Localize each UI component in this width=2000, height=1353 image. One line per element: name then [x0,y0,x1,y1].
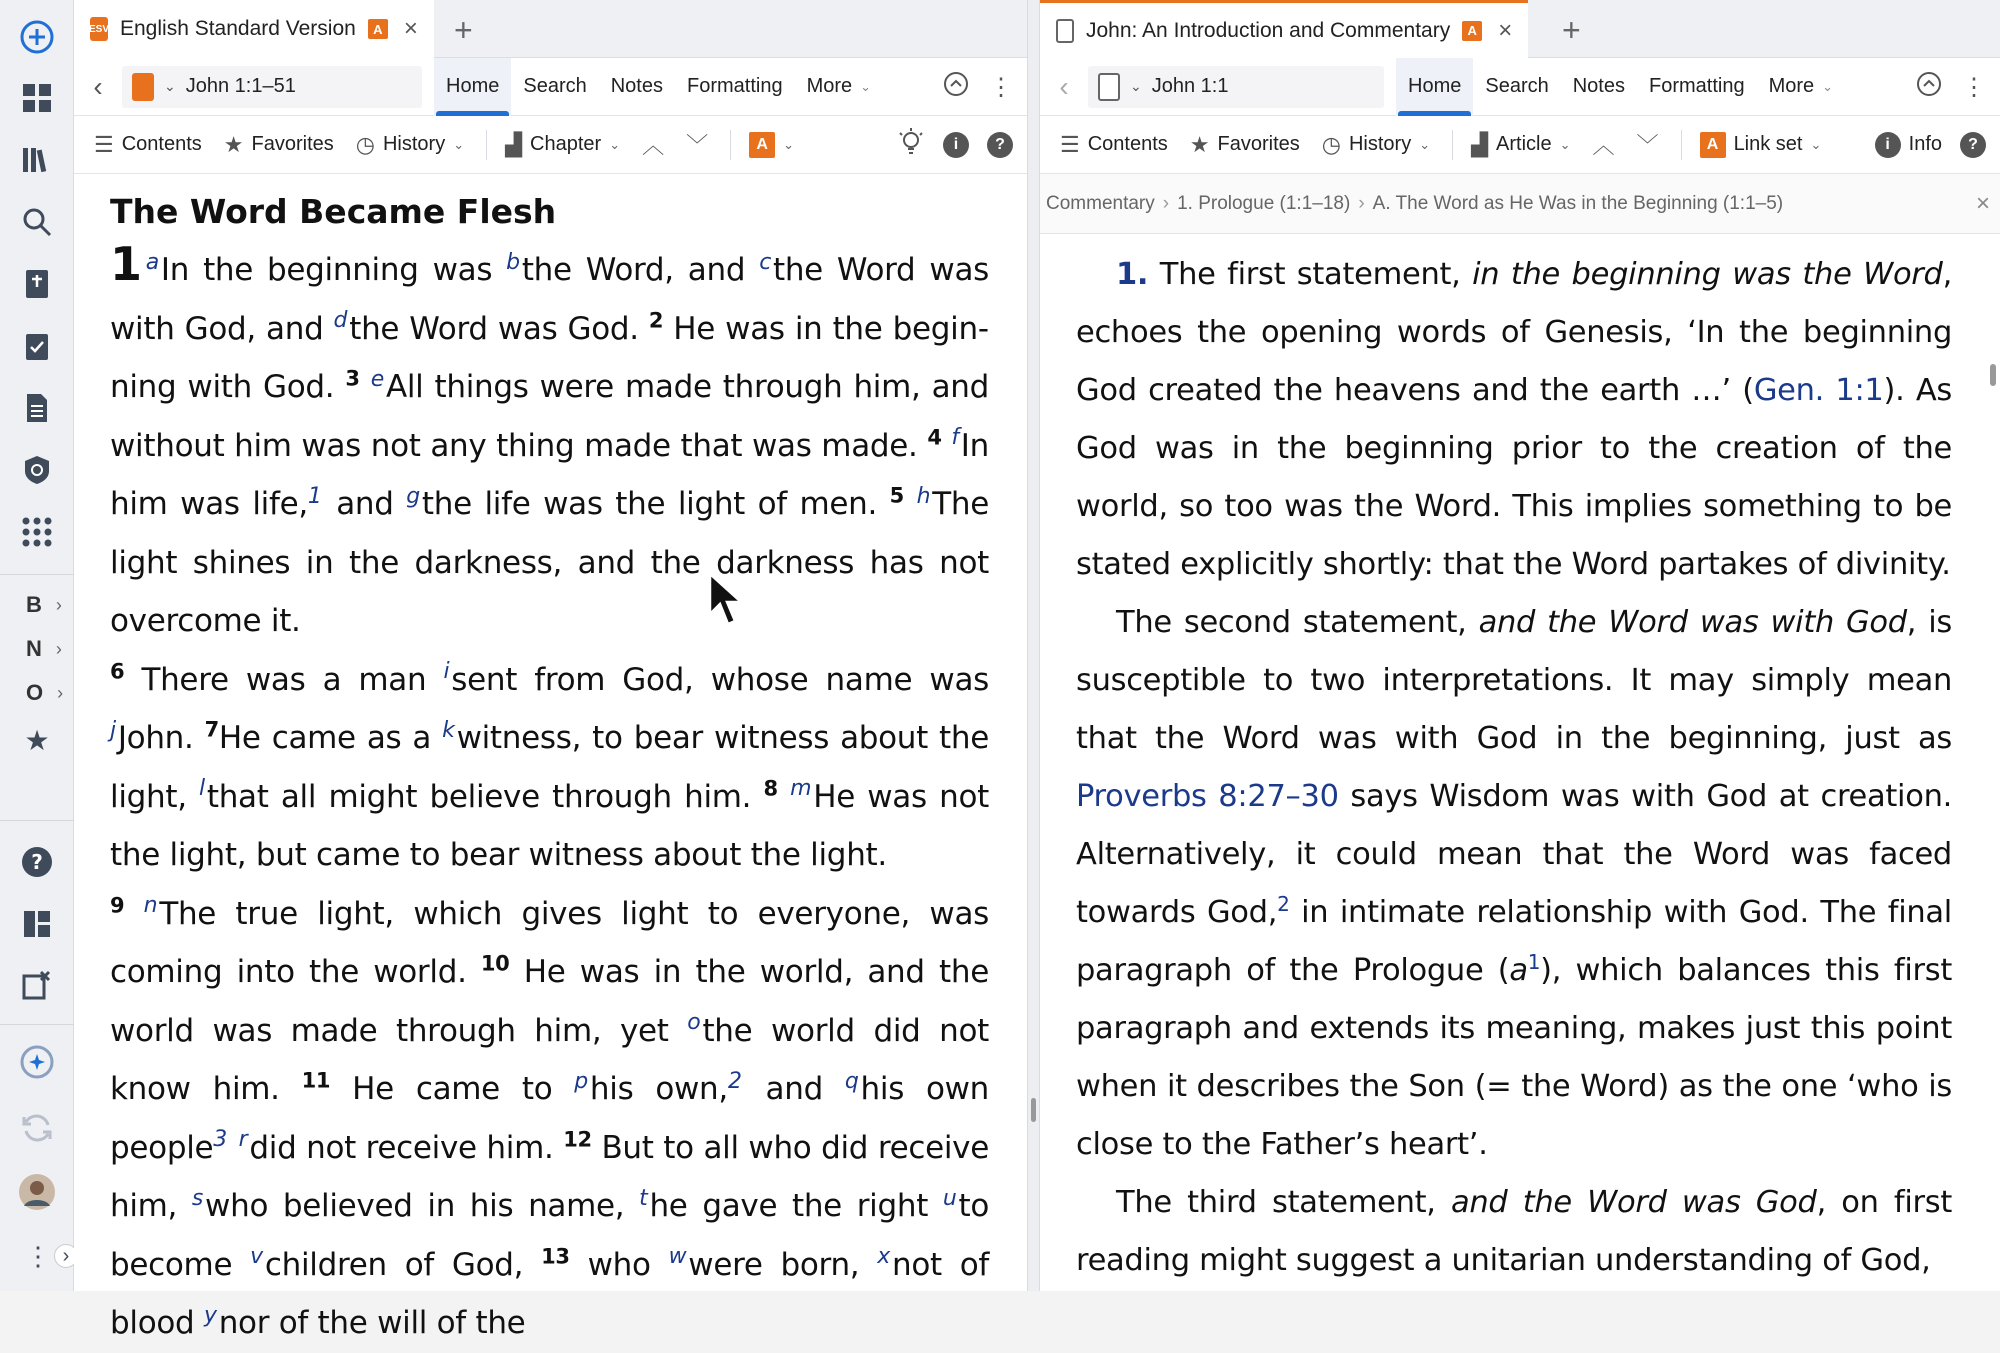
footnote-link[interactable]: x [877,1244,890,1270]
favorites-button[interactable]: ★ Favorites [1189,131,1300,157]
footnote-link[interactable]: 2 [1277,891,1290,916]
commentary-tabbar [1040,0,2000,58]
favorites-star-icon[interactable]: ★ [24,724,50,756]
footnote-link[interactable]: u [942,1185,957,1211]
book-icon [132,73,154,101]
info-icon[interactable]: i [943,132,969,158]
commentary-navbar [1040,58,2000,116]
menu-search[interactable]: Search [1485,75,1549,97]
footnote-link[interactable]: f [951,425,959,451]
bar-chart-icon: ▟ [505,131,523,157]
footnote-link[interactable]: n [143,893,158,919]
history-icon: ◷ [1321,131,1341,157]
back-arrow-icon[interactable]: ‹ [1059,70,1069,102]
menu-notes[interactable]: Notes [1572,75,1625,97]
footnote-link[interactable]: k [442,717,455,743]
footnote-link[interactable]: o [687,1010,701,1036]
clippings-icon[interactable] [17,964,57,1004]
verse-number[interactable]: 10 [480,951,510,976]
footnote-link[interactable]: q [844,1068,859,1094]
footnote-link[interactable]: 3 [213,1127,227,1153]
scroll-up-circle-icon[interactable] [943,71,969,104]
chevron-down-icon: ⌄ [860,78,872,94]
menu-notes[interactable]: Notes [610,75,663,97]
panel-menu-icon[interactable]: ⋮ [989,73,1013,101]
star-icon: ★ [223,131,244,157]
commentary-panel [1040,0,2000,1291]
add-tab-icon[interactable]: + [454,12,473,48]
sync-icon[interactable] [17,1108,57,1148]
chevron-down-icon: ﹀ [686,133,709,158]
menu-more[interactable]: More ⌄ [806,75,872,97]
footnote-link[interactable]: l [199,776,205,802]
chevron-down-icon: ⌄ [453,136,465,152]
chapter-number: 1 [110,237,142,291]
tab-title: John: An Introduction and Commentary [1086,18,1451,42]
book-icon: ESV [90,17,108,41]
footnote-link[interactable]: w [668,1244,687,1270]
verse-number[interactable]: 11 [301,1068,331,1093]
verse-number[interactable]: 5 [889,483,904,508]
chevron-up-icon: ︿ [642,133,665,158]
panel-menu-icon[interactable]: ⋮ [1962,73,1986,101]
commentary-paragraph: The second statement, and the Word was with God, is susceptible to two interpretations. It may simply mean that the Word was with God in the beginning, just as Proverbs 8:27–30 says Wisdom was with God at creation. Alternatively, it could mean that the Word was faced towards God,$^2$ in intimate relationship with God. The final paragraph of the Prologue $(a^1)$, which balances this first paragraph and extends its meaning, makes just this point when it describes the Son (= the Word) as the one ‘who is close to the Father’s heart’. [1076,605,1952,1162]
close-icon[interactable]: × [1975,189,1990,217]
chevron-right-icon: › [55,638,62,659]
link-set-button[interactable]: A ⌄ [749,132,794,158]
info-button[interactable]: i Info [1875,132,1942,158]
article-button[interactable]: ▟ Article ⌄ [1471,131,1571,157]
chevron-down-icon: ⌄ [1822,78,1834,94]
menu-search[interactable]: Search [523,75,587,97]
help-icon[interactable] [17,842,57,882]
verse-number[interactable]: 8 [763,776,778,801]
document-icon [1098,73,1120,101]
menu-home[interactable]: Home [1396,58,1473,116]
footnote-link[interactable]: g [406,483,420,509]
panel-splitter[interactable] [1027,0,1040,1291]
verse-number[interactable]: 7 [204,717,219,742]
verse-number[interactable]: 4 [927,425,942,450]
footnote-link[interactable]: i [443,659,450,685]
add-panel-icon[interactable] [17,18,57,58]
footnote-link[interactable]: t [639,1185,648,1211]
verse-number[interactable]: 13 [541,1244,570,1269]
verse-number[interactable]: 2 [648,308,664,333]
tab-title: English Standard Version [120,17,356,40]
footnote-link[interactable]: c [759,249,771,275]
help-icon[interactable]: ? [987,132,1013,158]
history-icon: ◷ [355,131,375,157]
shortcut-o[interactable]: O › [26,680,64,705]
footnote-link[interactable]: 1 [1527,949,1541,974]
footnote-link[interactable]: e [370,366,384,392]
footnote-link[interactable]: s [191,1185,204,1211]
mouse-cursor-icon [708,572,744,628]
tasks-icon[interactable] [17,326,57,366]
history-button[interactable]: ◷ History ⌄ [1321,131,1431,157]
chevron-down-icon[interactable]: ⌄ [164,78,176,94]
commentary-paragraph: The third statement, and the Word was God, on first reading might suggest a unitarian understanding of God, [1076,1185,1952,1278]
reference-box[interactable] [1088,66,1384,108]
chevron-right-icon: › [1358,192,1365,214]
reference-box[interactable] [122,66,422,108]
menu-formatting[interactable]: Formatting [1648,75,1745,97]
dashboard-icon[interactable] [17,78,57,118]
splitter-grip[interactable] [1031,1098,1036,1122]
history-button[interactable]: ◷ History ⌄ [355,131,465,157]
shortcut-n[interactable]: N › [26,636,62,661]
chapter-button[interactable]: ▟ Chapter ⌄ [505,131,621,157]
user-avatar[interactable] [17,1172,57,1212]
document-icon[interactable] [17,388,57,428]
shortcut-b[interactable]: B › [26,592,62,617]
bible-toolbar [74,116,1027,174]
footnote-link[interactable]: 1 [307,483,322,509]
bible-navbar [74,58,1027,116]
footnote-link[interactable]: y [203,1302,217,1328]
commentary-tab[interactable] [1040,0,1528,58]
scroll-up-circle-icon[interactable] [1916,71,1942,104]
scripture-link[interactable]: Proverbs 8:27–30 [1076,779,1339,814]
footnote-link[interactable]: 2 [727,1068,742,1094]
link-set-button[interactable]: A Link set ⌄ [1700,132,1822,158]
footnote-link[interactable]: j [110,717,116,743]
bible-icon[interactable] [17,264,57,304]
bible-passage: 1 $^a$In the beginning was $^b$the Word, and $^c$the Word was with God, and $^d$the Word was God. $^2$ He was in the beginning with God. $^3$ $^e$All things were made through him, and without him was not any thing made that was made. $^4$ $^f$In him was life,$^1$ and $^g$the life was the light of men. $^5$ $^h$The light shines in the darkness, and the darkness has not overcome it. $^6$ There was a man $^i$sent from God, whose name was $^j$John. $^7$He came as a $^k$witness, to bear witness about the light, $^l$that all might believe through him. $^8$ $^m$He was not the light, but came to bear witness about the light. $^9$ $^n$The true light, which gives light to everyone, was coming into the world. $^{10}$ He was in the world, and the world was made through him, yet $^o$the world did not know him. $^{11}$ He came to $^p$his own,$^2$ and $^q$his own people$^3$ $^r$did not receive him. $^{12}$ But to all who did receive him, $^s$who believed in his name, $^t$he gave the right $^u$to become $^v$children of God, $^{13}$ who $^w$were born, $^x$not of blood $^y$nor of the will of the [110,237,990,1341]
footnote-link[interactable]: v [250,1244,263,1270]
footnote-link[interactable]: p [574,1068,588,1094]
list-icon: ☰ [1060,131,1080,157]
footnote-link[interactable]: h [916,483,931,509]
menu-formatting[interactable]: Formatting [686,75,783,97]
next-chapter-button[interactable] [686,129,708,160]
breadcrumb-item[interactable]: A. The Word as He Was in the Beginning (1:1–5) [1372,192,1784,214]
reference-input[interactable]: John 1:1 [1151,75,1229,97]
left-rail [0,0,74,1291]
chevron-down-icon: ﹀ [1636,133,1659,158]
commentary-paragraph: 1. The first statement, in the beginning was the Word, echoes the opening words of Genesis, ‘In the beginning God created the heavens and the earth …’ (Gen. 1:1). As God was in the beginning prior to the creation of the world, so too was the Word. This implies something to be stated explicitly shortly: that the Word partakes of divinity. [1076,257,1953,582]
close-icon[interactable]: × [403,15,418,42]
verse-number: 1. [1116,257,1149,292]
bar-chart-icon: ▟ [1471,131,1489,157]
bible-tabbar [74,0,1027,58]
chevron-up-icon: ︿ [1592,133,1615,158]
commentary-text [1040,234,2000,1290]
chevron-down-icon[interactable]: ⌄ [1130,78,1142,94]
breadcrumb [1040,174,2000,234]
reference-input[interactable]: John 1:1–51 [185,75,296,97]
verse-number[interactable]: 9 [110,893,125,918]
contents-button[interactable]: ☰ Contents [1060,131,1168,157]
previous-article-button[interactable] [1593,129,1615,160]
footnote-link[interactable]: a [145,249,159,275]
breadcrumb-item[interactable]: 1. Prologue (1:1–18) [1177,192,1351,214]
document-icon [1056,19,1074,43]
chevron-right-icon: › [57,682,64,703]
footnote-link[interactable]: r [238,1127,248,1153]
commentary-toolbar [1040,116,2000,174]
chevron-down-icon: ⌄ [1559,136,1571,152]
chevron-down-icon: ⌄ [1810,136,1822,152]
link-set-badge[interactable]: A [1462,21,1482,41]
library-icon[interactable] [17,140,57,180]
chevron-down-icon: ⌄ [609,136,621,152]
section-heading: The Word Became Flesh [110,192,557,231]
chevron-right-icon: › [55,594,62,615]
info-icon: i [1875,132,1901,158]
verse-number[interactable]: 6 [110,659,125,684]
menu-home[interactable]: Home [434,58,511,116]
footnote-link[interactable]: m [790,776,812,802]
add-tab-icon[interactable]: + [1562,12,1581,48]
ai-assist-icon[interactable] [17,1042,57,1082]
previous-chapter-button[interactable] [642,129,664,160]
scrollbar-thumb[interactable] [1990,364,1996,386]
svg-text:?: ? [31,850,43,874]
favorites-button[interactable]: ★ Favorites [223,131,334,157]
back-arrow-icon[interactable]: ‹ [93,70,103,102]
bible-tab[interactable] [74,0,434,58]
expand-rail-icon[interactable]: › [54,1244,78,1268]
search-icon[interactable] [17,202,57,242]
close-icon[interactable]: × [1498,16,1513,44]
tools-grid-icon[interactable] [17,512,57,552]
link-set-badge[interactable]: A [368,19,388,39]
factbook-icon[interactable] [17,450,57,490]
scripture-link[interactable]: Gen. 1:1 [1753,373,1884,408]
verse-number[interactable]: 3 [345,366,360,391]
contents-button[interactable]: ☰ Contents [94,131,202,157]
footnote-link[interactable]: b [506,249,520,275]
chevron-right-icon: › [1162,192,1170,214]
star-icon: ★ [1189,131,1210,157]
verse-number[interactable]: 12 [563,1127,592,1152]
chevron-down-icon: ⌄ [1419,136,1431,152]
menu-more[interactable]: More ⌄ [1768,75,1834,97]
bible-text [74,174,1027,1353]
footnote-link[interactable]: d [333,308,348,334]
more-vertical-icon[interactable]: ⋮ [25,1240,51,1271]
next-article-button[interactable] [1637,129,1659,160]
layouts-icon[interactable] [17,904,57,944]
help-icon[interactable]: ? [1960,132,1986,158]
breadcrumb-item[interactable]: Commentary [1046,192,1155,214]
lightbulb-icon[interactable] [897,127,925,163]
bible-panel [74,0,1027,1341]
chevron-down-icon: ⌄ [783,136,795,152]
list-icon: ☰ [94,131,114,157]
